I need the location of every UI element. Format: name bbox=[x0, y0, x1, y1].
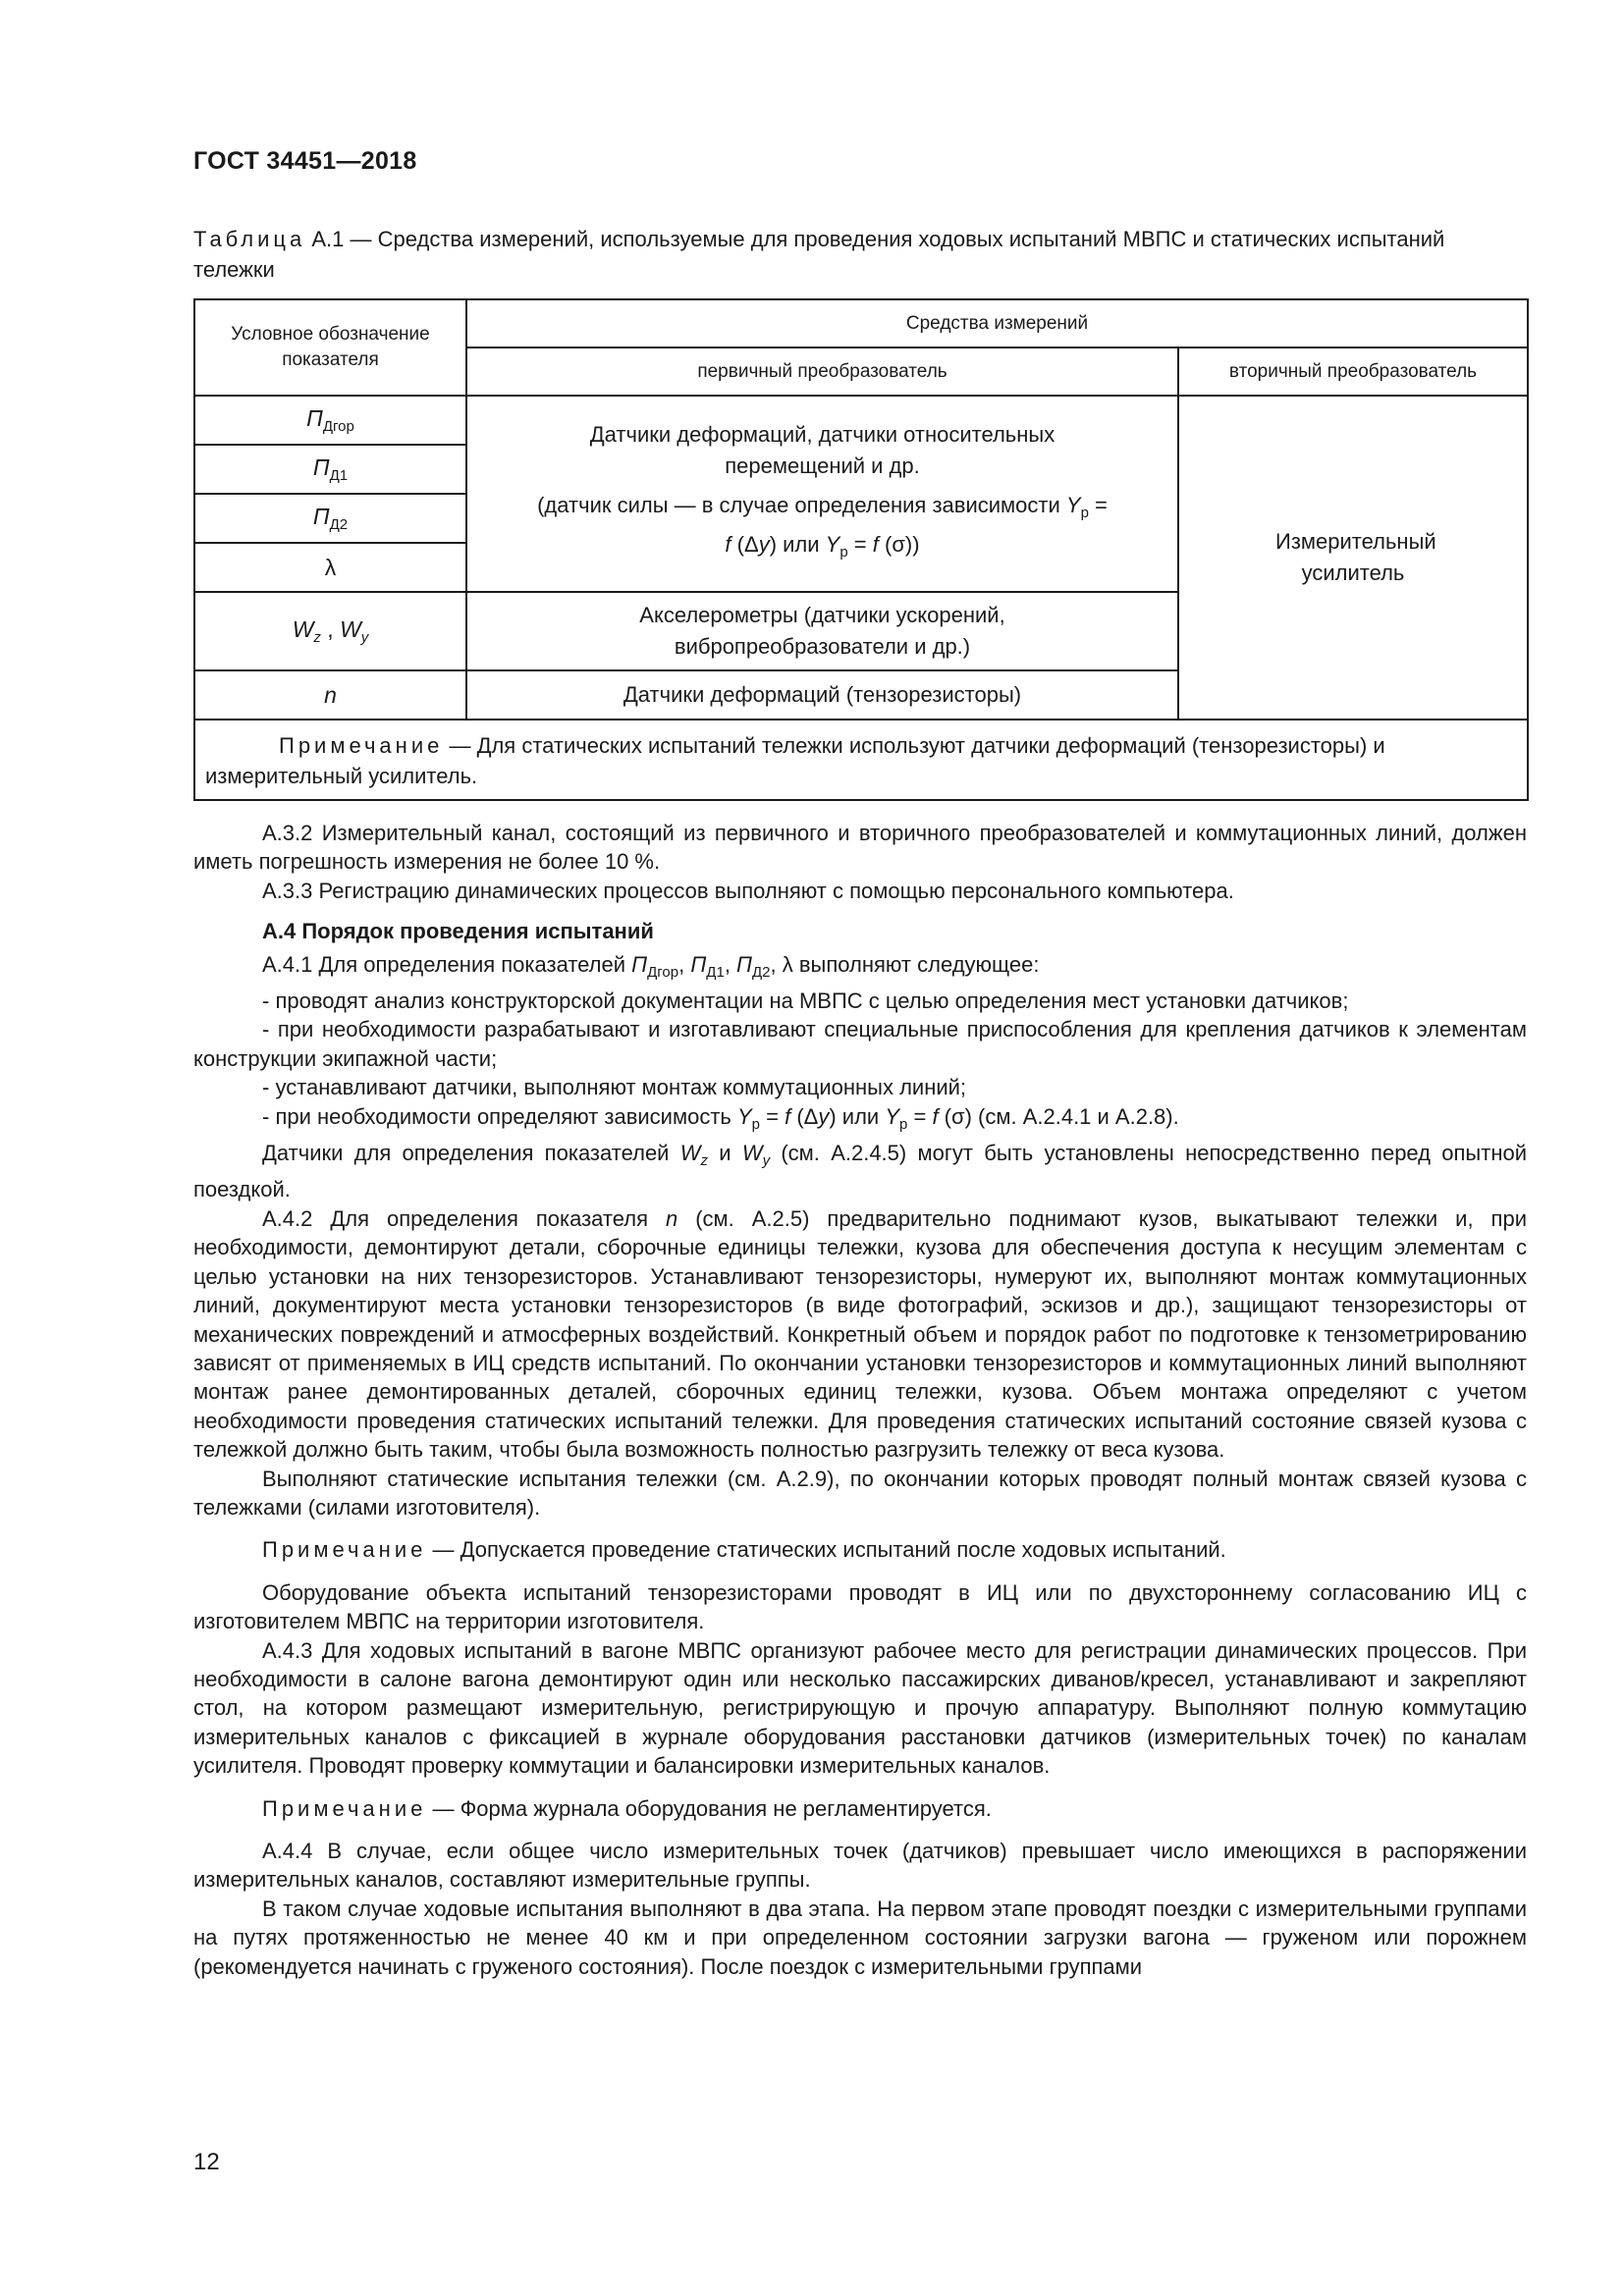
paragraph-equipment: Оборудование объекта испытаний тензорезисторами проводят в ИЦ или по двухстороннему согласованию ИЦ с изготовителем МВПС на территории изготовителя. bbox=[193, 1579, 1527, 1634]
paragraph-a33: А.3.3 Регистрацию динамических процессов выполняют с помощью персонального компьютера. bbox=[262, 878, 1234, 903]
indicator-p-d2: $П_{Д2}$ bbox=[194, 494, 466, 543]
document-body bbox=[193, 819, 1527, 1981]
table-note-text: — Для статических испытаний тележки используют датчики деформаций (тензорезисторы) и измерительный усилитель. bbox=[205, 733, 1385, 788]
table-caption-label: Таблица bbox=[193, 227, 306, 251]
table-caption bbox=[193, 224, 1525, 285]
table-caption-text: А.1 — Средства измерений, используемые для проведения ходовых испытаний МВПС и статических испытаний тележки bbox=[193, 227, 1445, 282]
table-note bbox=[194, 720, 1528, 800]
list-item: - устанавливают датчики, выполняют монтаж коммутационных линий; bbox=[262, 1075, 967, 1100]
paragraph-two-stages: В таком случае ходовые испытания выполняют в два этапа. На первом этапе проводят поездки с измерительными группами на путях протяженностью не менее 40 км и при определенном состоянии загрузки вагона — груженом или порожнем (рекомендуется начинать с груженого состояния). После поездок с измерительными группами bbox=[193, 1896, 1527, 1979]
list-item: - при необходимости определяют зависимость $Y_p = f$ (Δy) или $Y_p = f$ (σ) (см. А.2.4.1 и А.2.8). bbox=[262, 1103, 1179, 1133]
list-item: - проводят анализ конструкторской документации на МВПС с целью определения мест установки датчиков; bbox=[262, 988, 1349, 1014]
table-note-label: Примечание bbox=[279, 733, 444, 758]
paragraph-a444: А.4.4 В случае, если общее число измерительных точек (датчиков) превышает число имеющихся в распоряжении измерительных каналов, составляют измерительные группы. bbox=[193, 1839, 1527, 1893]
standard-title: ГОСТ 34451—2018 bbox=[193, 147, 417, 175]
list-item: - при необходимости разрабатывают и изготавливают специальные приспособления для крепления датчиков к элементам конструкции экипажной части; bbox=[193, 1017, 1527, 1071]
primary-strain-gauges: Датчики деформаций (тензорезисторы) bbox=[466, 670, 1178, 720]
indicator-lambda: λ bbox=[194, 543, 466, 592]
paragraph-a441: А.4.1 Для определения показателей $П_{Дгор}$, $П_{Д1}$, $П_{Д2}$, λ выполняют следующее: bbox=[262, 951, 1040, 981]
paragraph-sensors: Датчики для определения показателей $W_z$ и $W_y$ (см. А.2.4.5) могут быть установлены непосредственно перед опытной поездкой. bbox=[193, 1141, 1527, 1202]
note-static: Примечание — Допускается проведение статических испытаний после ходовых испытаний. bbox=[262, 1537, 1226, 1563]
paragraph-a32: А.3.2 Измерительный канал, состоящий из первичного и вторичного преобразователей и коммутационных линий, должен иметь погрешность измерения не более 10 %. bbox=[193, 821, 1527, 875]
indicator-wz-wy: $W_z$ , $W_y$ bbox=[194, 592, 466, 670]
paragraph-a442: А.4.2 Для определения показателя n (см. А.2.5) предварительно поднимают кузов, выкатывают тележки и, при необходимости, демонтируют детали, сборочные единицы тележки, кузова для обеспечения доступа к несущим элементам с целью установки на них тензорезисторов. Устанавливают тензорезисторы, нумеруют их, выполняют монтаж коммутационных линий, документируют места установки тензорезисторов (в виде фотографий, эскизов и др.), защищают тензорезисторы от механических повреждений и атмосферных воздействий. Конкретный объем и порядок работ по подготовке к тензометрированию зависят от применяемых в ИЦ средств испытаний. По окончании установки тензорезисторов и коммутационных линий выполняют монтаж ранее демонтированных деталей, сборочных единиц тележки, кузова. Объем монтажа определяют с учетом необходимости проведения статических испытаний тележки. Для проведения статических испытаний состояние связей кузова с тележкой должно быть таким, чтобы была возможность полностью разгрузить тележку от веса кузова. bbox=[193, 1205, 1527, 1463]
header-measurement-means: Средства измерений bbox=[466, 299, 1528, 347]
indicator-n: n bbox=[194, 670, 466, 720]
paragraph-static-tests: Выполняют статические испытания тележки (см. А.2.9), по окончании которых проводят полный монтаж связей кузова с тележками (силами изготовителя). bbox=[193, 1466, 1527, 1520]
indicator-p-dgor: $П_{Дгор}$ bbox=[194, 396, 466, 445]
primary-force-note: (датчик силы — в случае определения зависимости $Y_p = f$ (Δy) или $Y_p = f$ (σ)) bbox=[537, 493, 1108, 561]
indicator-p-d1: $П_{Д1}$ bbox=[194, 445, 466, 494]
page-number: 12 bbox=[193, 2149, 220, 2175]
secondary-amplifier: Измерительный усилитель bbox=[1178, 396, 1528, 720]
paragraph-a443: А.4.3 Для ходовых испытаний в вагоне МВПС организуют рабочее место для регистрации динамических процессов. При необходимости в салоне вагона демонтируют один или несколько пассажирских диванов/кресел, устанавливают и закрепляют стол, на котором размещают измерительную, регистрирующую и прочую аппаратуру. Выполняют полную коммутацию измерительных каналов с фиксацией в журнале оборудования расстановки датчиков (измерительных точек) по каналам усилителя. Проводят проверку коммутации и балансировки измерительных каналов. bbox=[193, 1637, 1527, 1779]
primary-deformation-sensors bbox=[466, 396, 1178, 592]
primary-accelerometers: Акселерометры (датчики ускорений, вибропреобразователи и др.) bbox=[466, 592, 1178, 670]
header-primary-converter: первичный преобразователь bbox=[466, 347, 1178, 396]
note-journal: Примечание — Форма журнала оборудования не регламентируется. bbox=[262, 1795, 992, 1821]
header-secondary-converter: вторичный преобразователь bbox=[1178, 347, 1528, 396]
header-indicator: Условное обозначение показателя bbox=[194, 299, 466, 396]
primary-deformation-line1: Датчики деформаций, датчики относительных перемещений и др. bbox=[589, 422, 1056, 478]
section-heading-a4: А.4 Порядок проведения испытаний bbox=[262, 919, 654, 944]
measurement-means-table bbox=[193, 298, 1529, 801]
